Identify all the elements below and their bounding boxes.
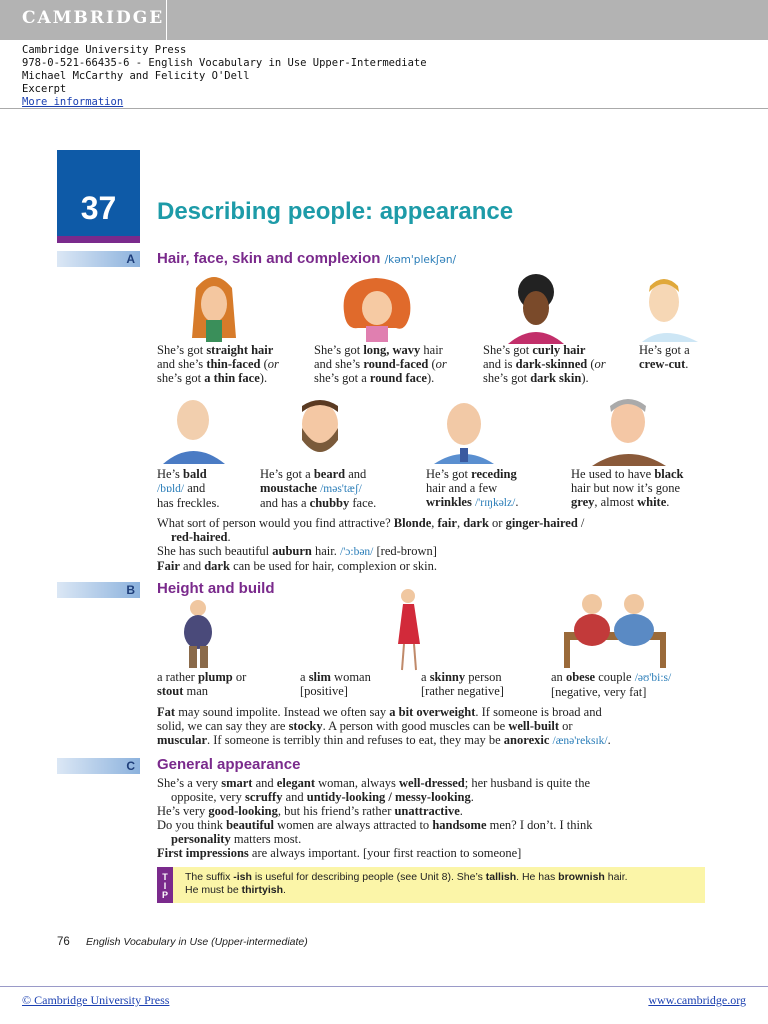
plump-man-illustration <box>176 598 220 670</box>
caption-obese: an obese couple /əʊ'bi:s/ [negative, very fat] <box>551 670 672 699</box>
footer-rule <box>0 986 768 987</box>
more-information-link[interactable]: More information <box>22 96 124 108</box>
section-c-paragraph: She’s a very smart and elegant woman, always well-dressed; her husband is quite the opposite, very scruffy and untidy-looking / messy-looking. He’s very good-looking, but his friend’s rather unattractive. Do you think beautiful women are always attracted to handsome men? I don’t. I think personality matters most. First impressions are always important. [your first reaction to someone] <box>157 776 593 860</box>
banner-divider <box>166 0 167 40</box>
section-c-heading: General appearance <box>157 756 301 773</box>
cambridge-logo: CAMBRIDGE <box>22 8 165 28</box>
unit-title: Describing people: appearance <box>157 198 514 225</box>
section-a-bar <box>57 251 140 267</box>
section-b-paragraph: Fat may sound impolite. Instead we often say a bit overweight. If someone is broad and solid, we can say they are stocky. A person with good muscles can be well-built or muscular. If someone is terribly thin and refuses to eat, they may be anorexic /ænə'reksɪk/. <box>157 705 611 747</box>
caption-plump: a rather plump or stout man <box>157 670 247 698</box>
meta-publisher: Cambridge University Press <box>22 44 187 56</box>
obese-couple-illustration <box>560 592 670 670</box>
meta-authors: Michael McCarthy and Felicity O'Dell <box>22 70 250 82</box>
unit-number-strip <box>57 236 140 243</box>
section-a-heading <box>157 250 456 267</box>
woman-straight-hair-illustration <box>176 268 252 342</box>
bearded-man-illustration <box>280 394 360 464</box>
man-crew-cut-illustration <box>628 268 708 342</box>
complexion-phonetic: /kəm'plekʃən/ <box>384 254 457 266</box>
woman-wavy-hair-illustration <box>336 272 418 342</box>
book-title-footer: English Vocabulary in Use (Upper-intermediate) <box>86 936 308 948</box>
caption-skinny: a skinny person [rather negative] <box>421 670 504 698</box>
caption-straight-hair: She’s got straight hair and she’s thin-faced (or she’s got a thin face). <box>157 343 279 385</box>
unit-number: 37 <box>80 190 117 226</box>
meta-isbn: 978-0-521-66435-6 - English Vocabulary in Use Upper-Intermediate <box>22 57 427 69</box>
caption-wavy-hair: She’s got long, wavy hair and she’s round-faced (or she’s got a round face). <box>314 343 447 385</box>
section-b-letter: B <box>126 583 135 597</box>
caption-grey-hair: He used to have black hair but now it’s gone grey, almost white. <box>571 467 684 509</box>
bald-man-illustration <box>157 390 231 464</box>
tip-tab <box>157 867 173 903</box>
section-a-letter: A <box>126 252 135 266</box>
grey-hair-man-illustration <box>586 392 672 466</box>
section-b-bar <box>57 582 140 598</box>
tip-text: The suffix -ish is useful for describing people (see Unit 8). She’s tallish. He has brownish hair. He must be thirtyish. <box>185 871 628 896</box>
slim-woman-illustration <box>386 586 436 672</box>
website-link[interactable]: www.cambridge.org <box>648 993 746 1007</box>
caption-beard: He’s got a beard and moustache /məs'tæʃ/ and has a chubby face. <box>260 467 377 510</box>
section-a-paragraph: What sort of person would you find attractive? Blonde, fair, dark or ginger-haired / red-haired. She has such beautiful auburn hair. /'ɔ:bən/ [red-brown] Fair and dark can be used for hair, complexion or skin. <box>157 516 585 573</box>
caption-crew-cut: He’s got a crew-cut. <box>639 343 690 371</box>
receding-hair-man-illustration <box>426 392 502 464</box>
caption-curly-hair: She’s got curly hair and is dark-skinned (or she’s got dark skin). <box>483 343 606 385</box>
copyright-link[interactable]: © Cambridge University Press <box>22 993 170 1007</box>
meta-excerpt: Excerpt <box>22 83 67 95</box>
section-c-bar <box>57 758 140 774</box>
page-number: 76 <box>57 936 70 948</box>
tip-label: T I P <box>161 872 168 900</box>
section-b-heading: Height and build <box>157 580 275 597</box>
caption-bald: He’s bald /bɒld/ and has freckles. <box>157 467 220 510</box>
woman-curly-hair-illustration <box>496 270 576 344</box>
caption-receding: He’s got receding hair and a few wrinkles /'rɪŋkəlz/. <box>426 467 519 509</box>
caption-slim: a slim woman [positive] <box>300 670 371 698</box>
section-c-letter: C <box>126 759 135 773</box>
book-metadata <box>22 44 427 109</box>
header-rule <box>0 108 768 109</box>
section-a-title: Hair, face, skin and complexion <box>157 250 381 267</box>
